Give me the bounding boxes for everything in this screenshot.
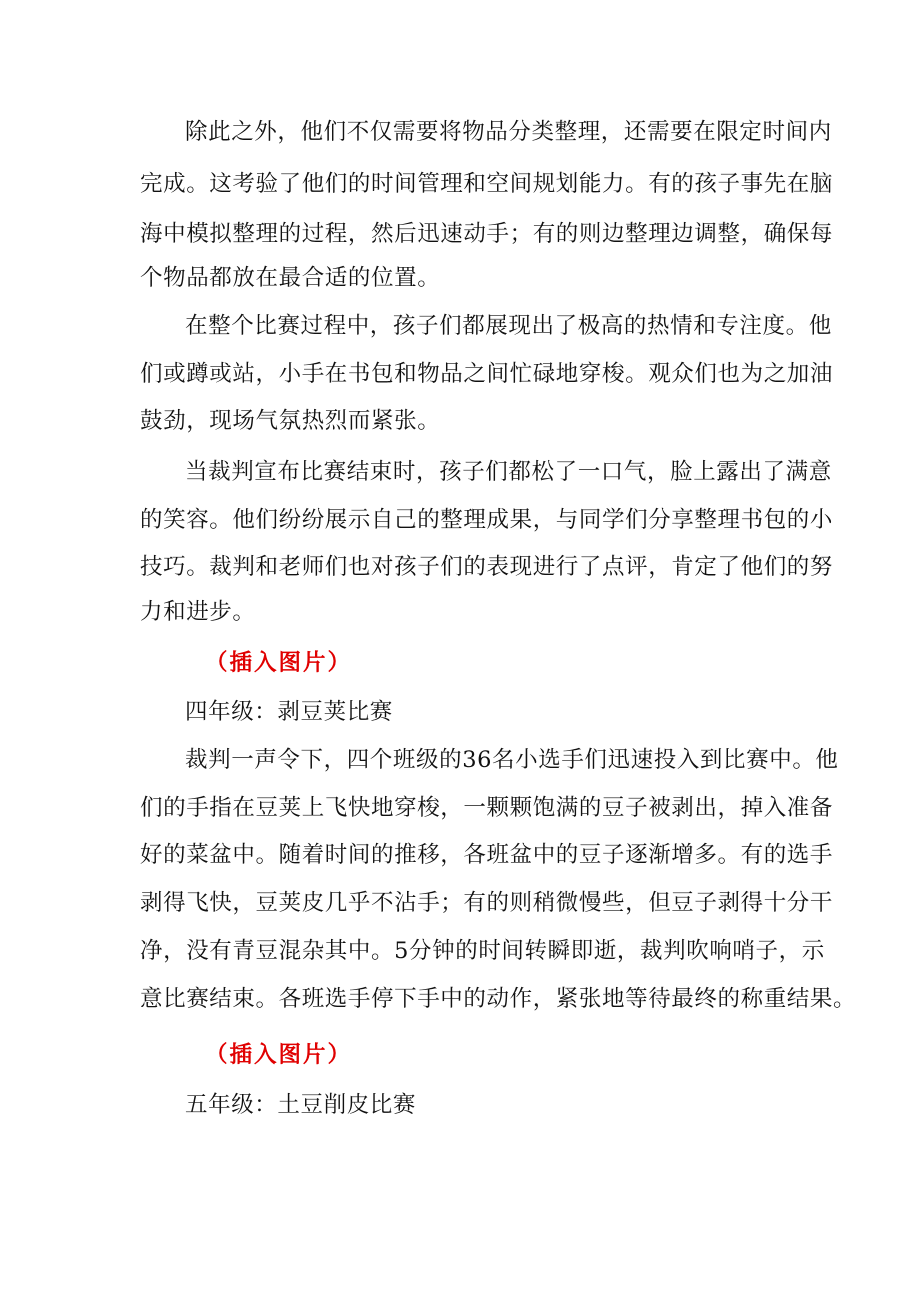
paragraph-2-line-1: 在整个比赛过程中，孩子们都展现出了极高的热情和专注度。他	[185, 313, 832, 339]
paragraph-2-line-2: 们或蹲或站，小手在书包和物品之间忙碌地穿梭。观众们也为之加油	[140, 361, 834, 387]
paragraph-3-line-2: 的笑容。他们纷纷展示自己的整理成果，与同学们分享整理书包的小	[140, 507, 834, 533]
paragraph-3-line-4: 力和进步。	[140, 599, 256, 625]
paragraph-4-line-4: 剥得飞快，豆荚皮几乎不沾手；有的则稍微慢些，但豆子剥得十分干	[140, 890, 834, 916]
heading-grade-5: 五年级：土豆削皮比赛	[185, 1092, 417, 1118]
heading-grade-4: 四年级：剥豆荚比赛	[185, 699, 393, 725]
paragraph-4-line-2: 们的手指在豆荚上飞快地穿梭，一颗颗饱满的豆子被剥出，掉入准备	[140, 795, 834, 821]
paragraph-3-line-1: 当裁判宣布比赛结束时，孩子们都松了一口气，脸上露出了满意	[185, 459, 832, 485]
paragraph-4-line-5: 净，没有青豆混杂其中。5分钟的时间转瞬即逝，裁判吹响哨子，示	[140, 938, 825, 964]
paragraph-1-line-1: 除此之外，他们不仅需要将物品分类整理，还需要在限定时间内	[185, 119, 832, 145]
paragraph-2-line-3: 鼓劲，现场气氛热烈而紧张。	[140, 408, 441, 434]
image-placeholder-2: （插入图片）	[205, 1042, 353, 1068]
image-placeholder-1: （插入图片）	[205, 650, 353, 676]
paragraph-1-line-4: 个物品都放在最合适的位置。	[140, 265, 441, 291]
paragraph-4-line-6: 意比赛结束。各班选手停下手中的动作，紧张地等待最终的称重结果。	[140, 986, 857, 1012]
paragraph-4-line-3: 好的菜盆中。随着时间的推移，各班盆中的豆子逐渐增多。有的选手	[140, 842, 834, 868]
paragraph-3-line-3: 技巧。裁判和老师们也对孩子们的表现进行了点评，肯定了他们的努	[140, 554, 834, 580]
paragraph-4-line-1: 裁判一声令下，四个班级的36名小选手们迅速投入到比赛中。他	[185, 747, 839, 773]
paragraph-1-line-3: 海中模拟整理的过程，然后迅速动手；有的则边整理边调整，确保每	[140, 221, 834, 247]
paragraph-1-line-2: 完成。这考验了他们的时间管理和空间规划能力。有的孩子事先在脑	[140, 171, 834, 197]
